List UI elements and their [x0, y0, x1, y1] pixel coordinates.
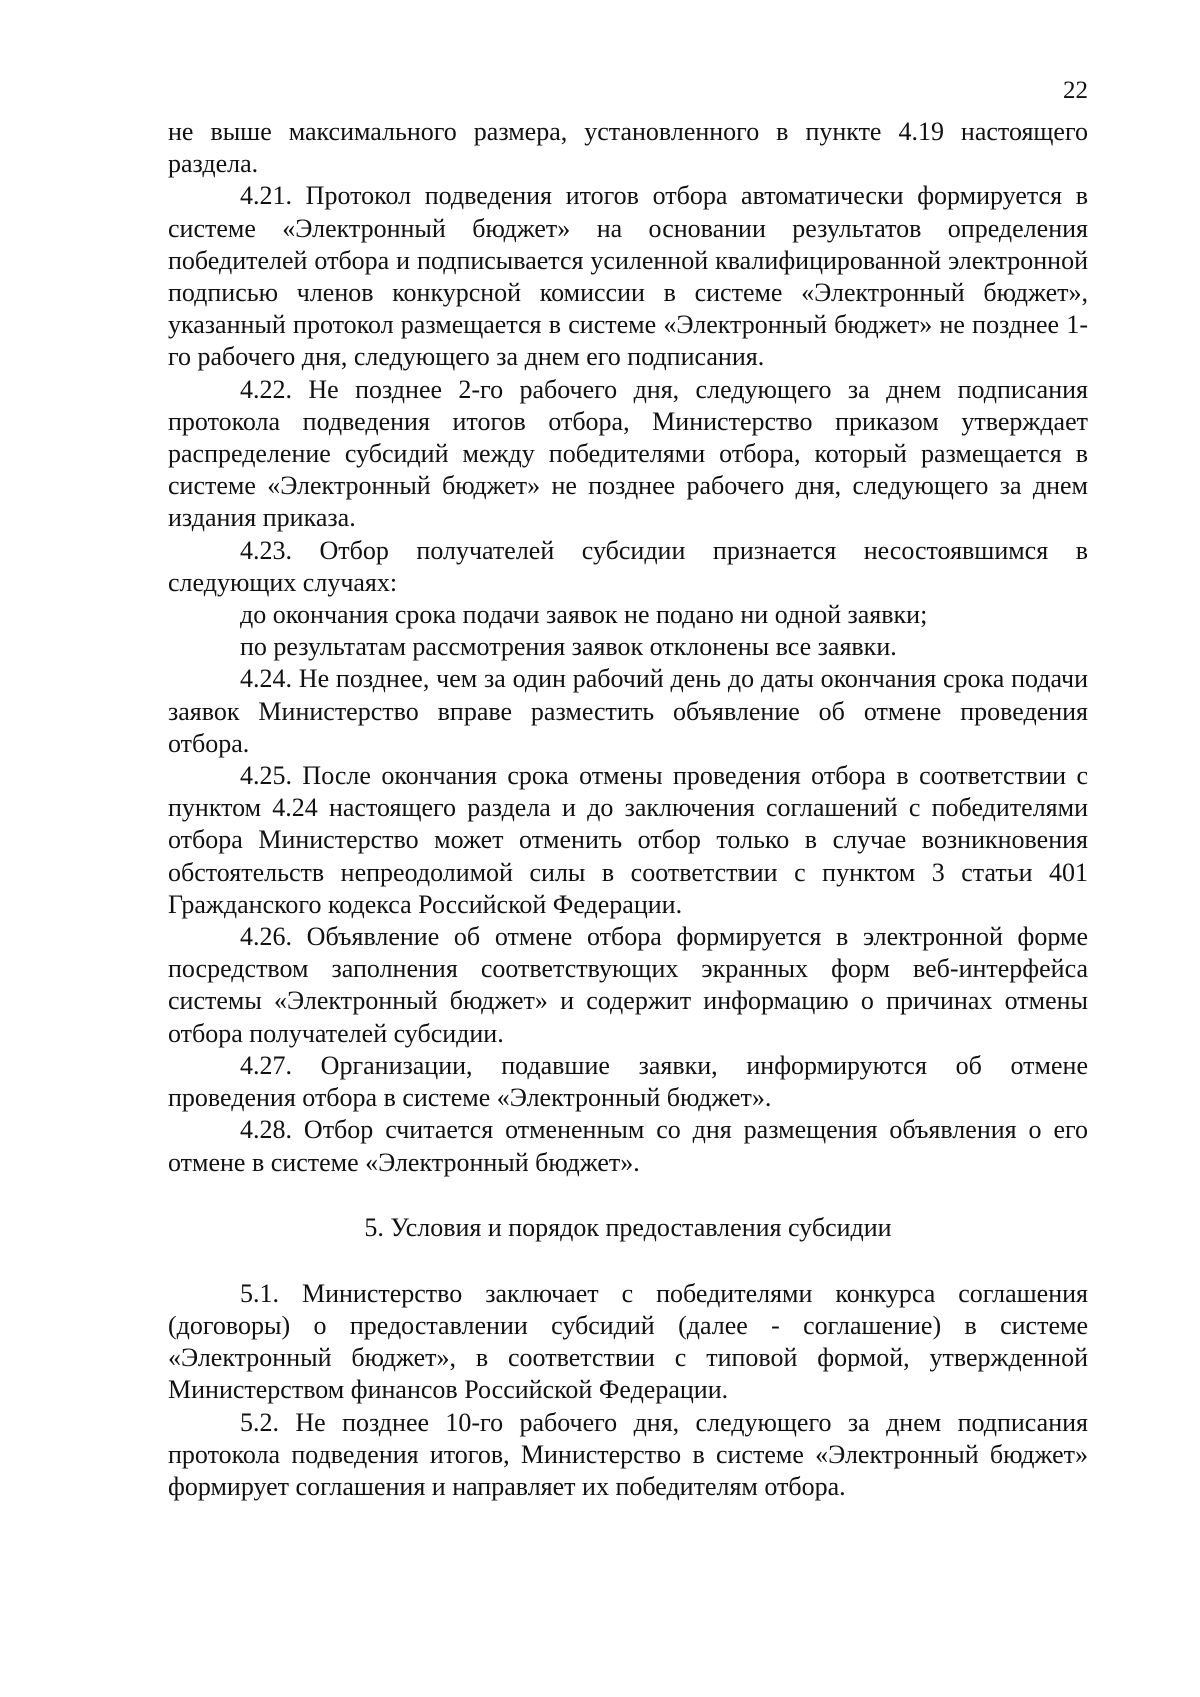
paragraph: не выше максимального размера, установленного в пункте 4.19 настоящего раздела.	[168, 117, 1088, 179]
paragraph-4-23-case-1: до окончания срока подачи заявок не подано ни одной заявки;	[240, 600, 928, 630]
document-body	[168, 116, 1088, 1503]
paragraph-4-25: 4.25. После окончания срока отмены проведения отбора в соответствии с пунктом 4.24 настоящего раздела и до заключения соглашений с победителями отбора Министерство может отменить отбор только в случае возникновения обстоятельств непреодолимой силы в соответствии с пунктом 3 статьи 401 Гражданского кодекса Российской Федерации.	[168, 761, 1088, 919]
paragraph-4-27: 4.27. Организации, подавшие заявки, информируются об отмене проведения отбора в системе «Электронный бюджет».	[168, 1050, 1088, 1113]
paragraph-4-26: 4.26. Объявление об отмене отбора формируется в электронной форме посредством заполнения соответствующих экранных форм веб-интерфейса системы «Электронный бюджет» и содержит информацию о причинах отмены отбора получателей субсидии.	[168, 922, 1088, 1048]
paragraph-5-1: 5.1. Министерство заключает с победителями конкурса соглашения (договоры) о предоставлении субсидий (далее - соглашение) в системе «Электронный бюджет», в соответствии с типовой формой, утвержденной Министерством финансов Российской Федерации.	[168, 1278, 1088, 1405]
paragraph-4-23-case-2: по результатам рассмотрения заявок отклонены все заявки.	[240, 632, 897, 662]
section-heading: 5. Условия и порядок предоставления субсидии	[364, 1212, 892, 1242]
paragraph-5-2: 5.2. Не позднее 10-го рабочего дня, следующего за днем подписания протокола подведения итогов, Министерство в системе «Электронный бюджет» формирует соглашения и направляет их победителям отбора.	[168, 1407, 1088, 1501]
paragraph-4-21: 4.21. Протокол подведения итогов отбора автоматически формируется в системе «Электронный бюджет» на основании результатов определения победителей отбора и подписывается усиленной квалифицированной электронной подписью членов конкурсной комиссии в системе «Электронный бюджет», указанный протокол размещается в системе «Электронный бюджет» не позднее 1-го рабочего дня, следующего за днем его подписания.	[168, 181, 1088, 372]
paragraph-4-28: 4.28. Отбор считается отмененным со дня размещения объявления о его отмене в системе «Электронный бюджет».	[168, 1115, 1088, 1177]
page-number: 22	[1063, 77, 1088, 104]
paragraph-4-23: 4.23. Отбор получателей субсидии признается несостоявшимся в следующих случаях:	[168, 535, 1088, 597]
paragraph-4-24: 4.24. Не позднее, чем за один рабочий день до даты окончания срока подачи заявок Министерство вправе разместить объявление об отмене проведения отбора.	[168, 664, 1088, 758]
paragraph-4-22: 4.22. Не позднее 2-го рабочего дня, следующего за днем подписания протокола подведения итогов отбора, Министерство приказом утверждает распределение субсидий между победителями отбора, который размещается в системе «Электронный бюджет» не позднее рабочего дня, следующего за днем издания приказа.	[168, 374, 1088, 533]
